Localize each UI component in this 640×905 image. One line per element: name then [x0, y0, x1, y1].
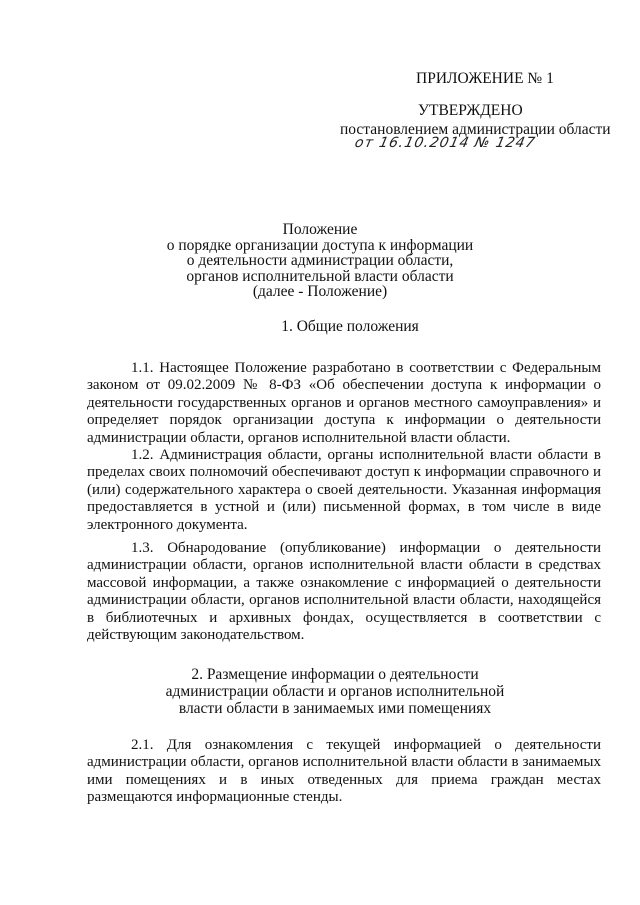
title-line: Положение [282, 221, 358, 238]
title-line: о деятельности администрации области, [186, 252, 454, 270]
handwritten-date-number: от 16.10.2014 № 1247 [353, 135, 538, 151]
section-2-heading-line: 2. Размещение информации о деятельности [191, 666, 479, 683]
title-line: органов исполнительной власти области [186, 267, 454, 285]
section-2-heading-line: администрации области и органов исполнительной [165, 683, 505, 700]
approval-stamp-heading: УТВЕРЖДЕНО [418, 102, 523, 119]
section-1-heading: 1. Общие положения [281, 318, 419, 335]
appendix-number: ПРИЛОЖЕНИЕ № 1 [416, 70, 554, 87]
paragraph-1-3: 1.3. Обнародование (опубликование) информации о деятельности администрации области, органов исполнительной власти области в средствах массовой информации, а также ознакомление с информацией о деятельности администрации области, органов исполнительной власти области, находящейся в библиотечных и архивных фондах, осуществляется в соответствии с действующим законодательством. [87, 540, 601, 644]
section-2-heading [15, 666, 640, 717]
paragraph-1-1: 1.1. Настоящее Положение разработано в соответствии с Федеральным законом от 09.02.2009 № 8-ФЗ «Об обеспечении доступа к информации о деятельности государственных органов и органов местного самоуправления» и определяет порядок организации доступа к информации о деятельности администрации области, органов исполнительной власти области. [87, 360, 601, 446]
title-line: (далее - Положение) [252, 283, 388, 301]
resolution-reference: постановлением администрации области [340, 121, 611, 138]
paragraph-2-1: 2.1. Для ознакомления с текущей информацией о деятельности администрации области, органов исполнительной власти области в занимаемых ими помещениях и в иных отведенных для приема граждан местах размещаются информационные стенды. [87, 737, 601, 806]
section-2-heading-line: власти области в занимаемых ими помещениях [178, 700, 492, 717]
paragraph-1-2: 1.2. Администрация области, органы исполнительной власти области в пределах своих полномочий обеспечивают доступ к информации справочного и (или) содержательного характера о своей деятельности. Указанная информация предоставляется в устной и (или) письменной формах, в том числе в виде электронного документа. [87, 447, 601, 533]
document-title [0, 222, 640, 300]
title-line: о порядке организации доступа к информации [166, 236, 474, 254]
